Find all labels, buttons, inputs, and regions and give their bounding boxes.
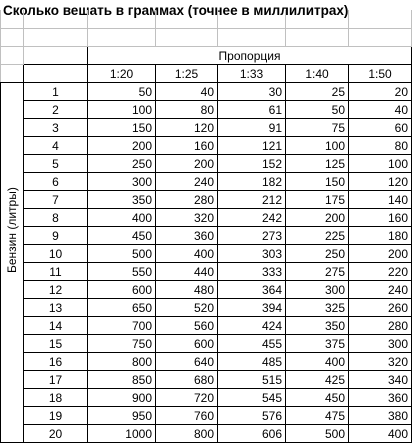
- liters-cell: 20: [24, 425, 88, 443]
- value-cell: 200: [88, 137, 156, 155]
- table-row: [1, 281, 412, 299]
- value-cell: 240: [156, 173, 218, 191]
- table-row: [1, 191, 412, 209]
- value-cell: 260: [349, 299, 412, 317]
- value-cell: 360: [349, 389, 412, 407]
- value-cell: 280: [156, 191, 218, 209]
- liters-cell: 11: [24, 263, 88, 281]
- liters-cell: 10: [24, 245, 88, 263]
- liters-cell: 4: [24, 137, 88, 155]
- value-cell: 320: [349, 353, 412, 371]
- blank-cell: [88, 11, 156, 29]
- table-row: [1, 209, 412, 227]
- value-cell: 400: [156, 245, 218, 263]
- ratio-header: 1:50: [349, 65, 412, 83]
- liters-cell: 12: [24, 281, 88, 299]
- value-cell: 680: [156, 371, 218, 389]
- value-cell: 320: [156, 209, 218, 227]
- value-cell: 300: [349, 335, 412, 353]
- value-cell: 520: [156, 299, 218, 317]
- value-cell: 240: [349, 281, 412, 299]
- value-cell: 545: [218, 389, 286, 407]
- liters-cell: 14: [24, 317, 88, 335]
- value-cell: 400: [349, 425, 412, 443]
- value-cell: 25: [286, 83, 349, 101]
- value-cell: 125: [286, 155, 349, 173]
- liters-cell: 3: [24, 119, 88, 137]
- value-cell: 280: [349, 317, 412, 335]
- value-cell: 100: [286, 137, 349, 155]
- blank-cell: [349, 29, 412, 47]
- value-cell: 480: [156, 281, 218, 299]
- value-cell: 100: [88, 101, 156, 119]
- value-cell: 364: [218, 281, 286, 299]
- liters-cell: 7: [24, 191, 88, 209]
- value-cell: 300: [88, 173, 156, 191]
- table-row: [1, 173, 412, 191]
- blank-cell: [88, 29, 156, 47]
- table-row: [1, 155, 412, 173]
- value-cell: 150: [88, 119, 156, 137]
- value-cell: 275: [286, 263, 349, 281]
- value-cell: 120: [349, 173, 412, 191]
- blank-cell: [1, 29, 24, 47]
- blank-cell: [1, 65, 24, 83]
- table-row: [1, 245, 412, 263]
- value-cell: 50: [286, 101, 349, 119]
- side-label-cell: [1, 83, 24, 443]
- value-cell: 350: [88, 191, 156, 209]
- ratio-header-row: [1, 65, 412, 83]
- value-cell: 200: [286, 209, 349, 227]
- value-cell: 606: [218, 425, 286, 443]
- side-label: Бензин (литры): [5, 186, 19, 273]
- value-cell: 1000: [88, 425, 156, 443]
- blank-cell: [24, 11, 88, 29]
- liters-cell: 5: [24, 155, 88, 173]
- value-cell: 375: [286, 335, 349, 353]
- value-cell: 212: [218, 191, 286, 209]
- value-cell: 160: [156, 137, 218, 155]
- value-cell: 800: [156, 425, 218, 443]
- value-cell: 450: [88, 227, 156, 245]
- value-cell: 800: [88, 353, 156, 371]
- table-row: [1, 335, 412, 353]
- blank-cell: [286, 29, 349, 47]
- value-cell: 200: [349, 245, 412, 263]
- value-cell: 242: [218, 209, 286, 227]
- value-cell: 515: [218, 371, 286, 389]
- value-cell: 900: [88, 389, 156, 407]
- liters-cell: 2: [24, 101, 88, 119]
- value-cell: 350: [286, 317, 349, 335]
- table-row: [1, 425, 412, 443]
- table-row: [1, 317, 412, 335]
- value-cell: 650: [88, 299, 156, 317]
- value-cell: 152: [218, 155, 286, 173]
- ratio-header: 1:33: [218, 65, 286, 83]
- value-cell: 250: [286, 245, 349, 263]
- value-cell: 455: [218, 335, 286, 353]
- value-cell: 500: [88, 245, 156, 263]
- table-row: [1, 83, 412, 101]
- value-cell: 300: [286, 281, 349, 299]
- blank-cell: [24, 29, 88, 47]
- value-cell: 576: [218, 407, 286, 425]
- proportion-header: Пропорция: [88, 47, 412, 65]
- blank-cell: [218, 29, 286, 47]
- liters-cell: 8: [24, 209, 88, 227]
- blank-cell: [156, 11, 218, 29]
- value-cell: 450: [286, 389, 349, 407]
- table-row: [1, 227, 412, 245]
- value-cell: 720: [156, 389, 218, 407]
- table-row: [1, 119, 412, 137]
- value-cell: 182: [218, 173, 286, 191]
- value-cell: 120: [156, 119, 218, 137]
- value-cell: 40: [349, 101, 412, 119]
- value-cell: 950: [88, 407, 156, 425]
- table-row: [1, 389, 412, 407]
- header-group-row: [1, 47, 412, 65]
- value-cell: 225: [286, 227, 349, 245]
- value-cell: 600: [88, 281, 156, 299]
- value-cell: 400: [88, 209, 156, 227]
- value-cell: 40: [156, 83, 218, 101]
- blank-cell: [349, 11, 412, 29]
- value-cell: 75: [286, 119, 349, 137]
- value-cell: 250: [88, 155, 156, 173]
- value-cell: 340: [349, 371, 412, 389]
- liters-cell: 6: [24, 173, 88, 191]
- value-cell: 560: [156, 317, 218, 335]
- value-cell: 303: [218, 245, 286, 263]
- blank-cell: [24, 47, 88, 65]
- value-cell: 400: [286, 353, 349, 371]
- blank-cell: [218, 11, 286, 29]
- value-cell: 80: [156, 101, 218, 119]
- value-cell: 440: [156, 263, 218, 281]
- blank-cell: [156, 29, 218, 47]
- ratio-header: 1:25: [156, 65, 218, 83]
- blank-cell: [24, 65, 88, 83]
- value-cell: 150: [286, 173, 349, 191]
- liters-cell: 15: [24, 335, 88, 353]
- table-row: [1, 407, 412, 425]
- ratio-header: 1:40: [286, 65, 349, 83]
- liters-cell: 9: [24, 227, 88, 245]
- value-cell: 100: [349, 155, 412, 173]
- value-cell: 325: [286, 299, 349, 317]
- value-cell: 175: [286, 191, 349, 209]
- value-cell: 333: [218, 263, 286, 281]
- value-cell: 475: [286, 407, 349, 425]
- page-title: Сколько вешать в граммах (точнее в миллилитрах): [3, 3, 349, 18]
- title-row: [1, 11, 412, 29]
- table-row: [1, 371, 412, 389]
- value-cell: 760: [156, 407, 218, 425]
- value-cell: 750: [88, 335, 156, 353]
- value-cell: 360: [156, 227, 218, 245]
- blank-cell: [286, 11, 349, 29]
- table-row: [1, 299, 412, 317]
- grams-table: [0, 10, 412, 443]
- value-cell: 600: [156, 335, 218, 353]
- value-cell: 60: [349, 119, 412, 137]
- value-cell: 394: [218, 299, 286, 317]
- value-cell: 30: [218, 83, 286, 101]
- liters-cell: 18: [24, 389, 88, 407]
- value-cell: 273: [218, 227, 286, 245]
- table-row: [1, 137, 412, 155]
- liters-cell: 13: [24, 299, 88, 317]
- liters-cell: 1: [24, 83, 88, 101]
- value-cell: 500: [286, 425, 349, 443]
- value-cell: 20: [349, 83, 412, 101]
- blank-cell: [1, 11, 24, 29]
- value-cell: 180: [349, 227, 412, 245]
- value-cell: 121: [218, 137, 286, 155]
- table-row: [1, 353, 412, 371]
- value-cell: 80: [349, 137, 412, 155]
- ratio-header: 1:20: [88, 65, 156, 83]
- value-cell: 700: [88, 317, 156, 335]
- value-cell: 380: [349, 407, 412, 425]
- value-cell: 485: [218, 353, 286, 371]
- liters-cell: 16: [24, 353, 88, 371]
- value-cell: 200: [156, 155, 218, 173]
- value-cell: 160: [349, 209, 412, 227]
- table-row: [1, 263, 412, 281]
- blank-cell: [1, 47, 24, 65]
- blank-row: [1, 29, 412, 47]
- value-cell: 850: [88, 371, 156, 389]
- value-cell: 220: [349, 263, 412, 281]
- value-cell: 91: [218, 119, 286, 137]
- value-cell: 424: [218, 317, 286, 335]
- value-cell: 140: [349, 191, 412, 209]
- value-cell: 640: [156, 353, 218, 371]
- liters-cell: 17: [24, 371, 88, 389]
- value-cell: 50: [88, 83, 156, 101]
- table-row: [1, 101, 412, 119]
- value-cell: 425: [286, 371, 349, 389]
- liters-cell: 19: [24, 407, 88, 425]
- value-cell: 61: [218, 101, 286, 119]
- value-cell: 550: [88, 263, 156, 281]
